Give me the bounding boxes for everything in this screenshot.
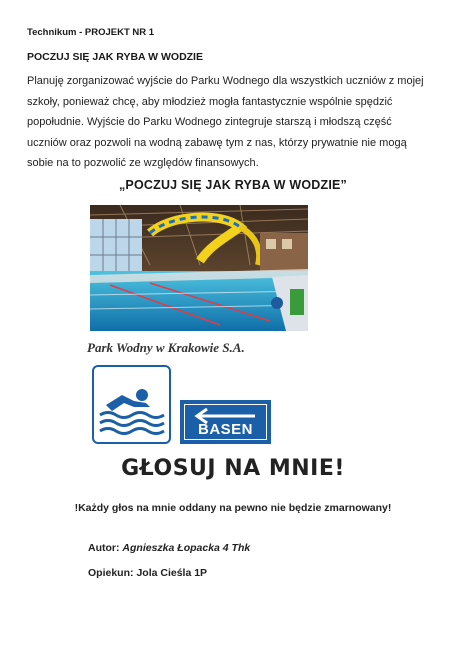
intro-paragraph [27, 71, 447, 174]
swimmer-pictogram-icon [94, 429, 169, 446]
swimming-sign [92, 365, 171, 444]
basen-label: BASEN [197, 421, 253, 438]
caretaker-line [88, 567, 207, 579]
vote-headline: GŁOSUJ NA MNIE! [121, 456, 345, 481]
basen-direction-sign [180, 400, 271, 444]
poster-title: „POCZUJ SIĘ JAK RYBA W WODZIE” [118, 178, 347, 192]
paragraph-line: popołudnie. Wyjście do Parku Wodnego zintegruje starszą i młodszą część [27, 116, 392, 128]
paragraph-line: szkoły, ponieważ chcę, aby młodzież mogła fantastycznie wspólnie spędzić [27, 95, 393, 108]
paragraph-line: uczniów oraz pozwoli na wodną zabawę tym z nas, którzy prywatnie nie mogą [27, 136, 407, 149]
paragraph-line: Planuję zorganizować wyjście do Parku Wodnego dla wszystkich uczniów z mojej [27, 75, 424, 87]
photo-caption: Park Wodny w Krakowie S.A. [87, 340, 245, 355]
author-value: Agnieszka Łopacka 4 Thk [122, 542, 251, 554]
paragraph-line: sobie na to pozwolić ze względów finansowych. [27, 157, 259, 169]
document-header: Technikum - PROJEKT NR 1 [27, 27, 155, 38]
caretaker-value: Jola Cieśla 1P [136, 567, 208, 579]
water-park-photo [90, 205, 308, 331]
caretaker-label: Opiekun: [88, 567, 134, 579]
author-line [88, 542, 250, 554]
author-label: Autor: [88, 542, 120, 554]
document-subject: POCZUJ SIĘ JAK RYBA W WODZIE [27, 51, 203, 63]
vote-note: !Każdy głos na mnie oddany na pewno nie będzie zmarnowany! [74, 502, 392, 514]
